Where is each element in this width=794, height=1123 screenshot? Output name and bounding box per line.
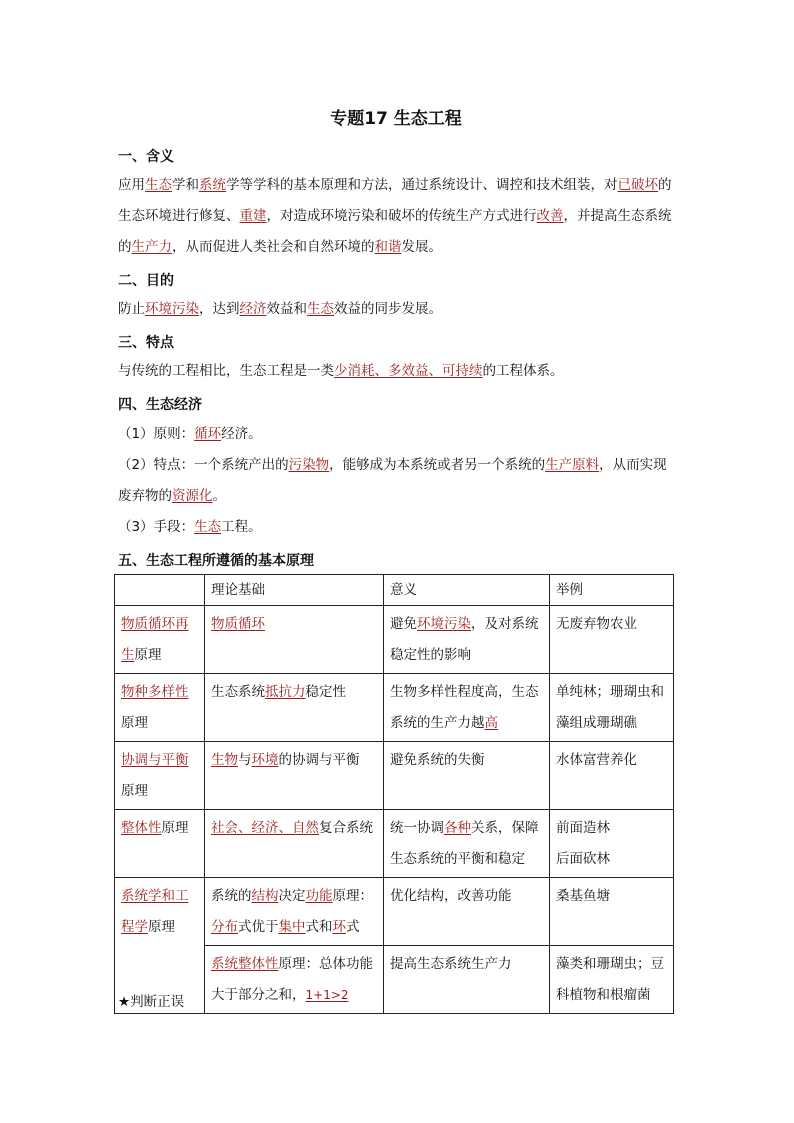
principle-name-cell: 物质循环再生原理 bbox=[115, 606, 205, 674]
basis-cell: 系统整体性原理：总体功能大于部分之和，1+1>2 bbox=[205, 946, 384, 1014]
basis-cell: 生物与环境的协调与平衡 bbox=[205, 742, 384, 810]
basis-cell: 社会、经济、自然复合系统 bbox=[205, 810, 384, 878]
principle-name-cell: 物种多样性原理 bbox=[115, 674, 205, 742]
table-row bbox=[115, 810, 674, 878]
section-heading-meaning: 一、含义 bbox=[118, 149, 174, 165]
table-header-cell: 意义 bbox=[384, 575, 550, 606]
basis-cell: 生态系统抵抗力稳定性 bbox=[205, 674, 384, 742]
judge-true-false-heading: ★判断正误 bbox=[118, 994, 185, 1010]
principle-name-cell: 系统学和工程学原理 bbox=[115, 878, 205, 1014]
table-header-cell: 理论基础 bbox=[205, 575, 384, 606]
table-row bbox=[115, 606, 674, 674]
table-header-cell: 举例 bbox=[550, 575, 674, 606]
section-heading-purpose: 二、目的 bbox=[118, 273, 174, 289]
basis-cell: 物质循环 bbox=[205, 606, 384, 674]
example-cell: 单纯林；珊瑚虫和藻组成珊瑚礁 bbox=[550, 674, 674, 742]
example-cell: 水体富营养化 bbox=[550, 742, 674, 810]
meaning-cell: 统一协调各种关系，保障生态系统的平衡和稳定 bbox=[384, 810, 550, 878]
eco-economy-item-1: （1）原则：循环经济。 bbox=[118, 426, 262, 442]
eco-economy-item-3: （3）手段：生态工程。 bbox=[118, 519, 262, 535]
principle-name-cell: 协调与平衡原理 bbox=[115, 742, 205, 810]
eco-economy-item-2: （2）特点：一个系统产出的污染物，能够成为本系统或者另一个系统的生产原料，从而实现废弃物的资源化。 bbox=[118, 457, 667, 504]
table-row bbox=[115, 674, 674, 742]
meaning-cell: 优化结构，改善功能 bbox=[384, 878, 550, 946]
page-title: 专题17 生态工程 bbox=[330, 109, 462, 129]
example-cell: 藻类和珊瑚虫；豆科植物和根瘤菌 bbox=[550, 946, 674, 1014]
section-heading-eco-economy: 四、生态经济 bbox=[118, 397, 202, 413]
section-purpose-paragraph: 防止环境污染，达到经济效益和生态效益的同步发展。 bbox=[118, 301, 442, 317]
table-header-cell bbox=[115, 575, 205, 606]
table-header-row bbox=[115, 575, 674, 606]
meaning-cell: 避免环境污染，及对系统稳定性的影响 bbox=[384, 606, 550, 674]
section-heading-features: 三、特点 bbox=[118, 335, 174, 351]
principle-name-cell: 整体性原理 bbox=[115, 810, 205, 878]
principles-table bbox=[114, 574, 674, 1014]
example-cell: 无废弃物农业 bbox=[550, 606, 674, 674]
table-row bbox=[115, 878, 674, 946]
example-cell: 桑基鱼塘 bbox=[550, 878, 674, 946]
meaning-cell: 生物多样性程度高，生态系统的生产力越高 bbox=[384, 674, 550, 742]
meaning-cell: 提高生态系统生产力 bbox=[384, 946, 550, 1014]
example-cell: 前面造林 后面砍林 bbox=[550, 810, 674, 878]
basis-cell: 系统的结构决定功能原理：分布式优于集中式和环式 bbox=[205, 878, 384, 946]
section-heading-principles: 五、生态工程所遵循的基本原理 bbox=[118, 553, 314, 569]
meaning-cell: 避免系统的失衡 bbox=[384, 742, 550, 810]
section-meaning-paragraph: 应用生态学和系统学等学科的基本原理和方法，通过系统设计、调控和技术组装，对已破坏的生态环境进行修复、重建，对造成环境污染和破坏的传统生产方式进行改善，并提高生态系统的生产力，从而促进人类社会和自然环境的和谐发展。 bbox=[118, 177, 672, 255]
section-features-paragraph: 与传统的工程相比，生态工程是一类少消耗、多效益、可持续的工程体系。 bbox=[118, 363, 564, 379]
table-row bbox=[115, 742, 674, 810]
